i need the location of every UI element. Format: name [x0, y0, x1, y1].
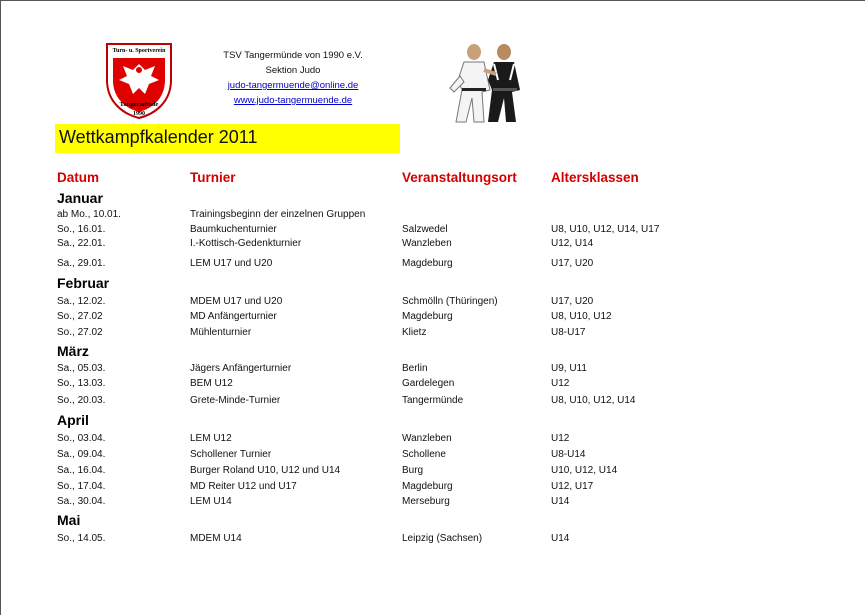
tournament-cell: Schollener Turnier	[190, 449, 272, 460]
tournament-cell: MDEM U14	[190, 533, 242, 544]
date-cell: So., 03.04.	[57, 433, 106, 444]
age-class-cell: U8-U17	[551, 327, 586, 338]
date-cell: So., 13.03.	[57, 378, 106, 389]
venue-cell: Burg	[402, 465, 424, 476]
age-class-cell: U8, U10, U12	[551, 311, 612, 322]
venue-cell: Magdeburg	[402, 481, 453, 492]
logo-text-bottom: Tangermünde	[119, 101, 159, 108]
page-title: Wettkampfkalender 2011	[59, 127, 258, 147]
age-class-cell: U14	[551, 533, 570, 544]
age-class-cell: U8, U10, U12, U14	[551, 395, 636, 406]
age-class-cell: U9, U11	[551, 363, 587, 374]
venue-cell: Merseburg	[402, 496, 450, 507]
header-ort: Veranstaltungsort	[402, 170, 517, 185]
date-cell: Sa., 05.03.	[57, 363, 106, 374]
venue-cell: Magdeburg	[402, 258, 453, 269]
date-cell: Sa., 22.01.	[57, 238, 106, 249]
tournament-cell: LEM U14	[190, 496, 232, 507]
tournament-cell: MD Anfängerturnier	[190, 311, 277, 322]
venue-cell: Wanzleben	[402, 433, 452, 444]
tournament-cell: Trainingsbeginn der einzelnen Gruppen	[190, 209, 366, 220]
age-class-cell: U17, U20	[551, 258, 594, 269]
judoka-illustration	[438, 40, 538, 130]
age-class-cell: U8-U14	[551, 449, 586, 460]
date-cell: So., 27.02	[57, 327, 103, 338]
org-section: Sektion Judo	[265, 65, 321, 76]
age-class-cell: U8, U10, U12, U14, U17	[551, 224, 660, 235]
tournament-cell: I.-Kottisch-Gedenkturnier	[190, 238, 302, 249]
tournament-cell: LEM U17 und U20	[190, 258, 273, 269]
header-turnier: Turnier	[190, 170, 236, 185]
date-cell: So., 17.04.	[57, 481, 106, 492]
tournament-cell: Grete-Minde-Turnier	[190, 395, 281, 406]
tournament-cell: Baumkuchenturnier	[190, 224, 277, 235]
age-class-cell: U14	[551, 496, 570, 507]
month-heading: Februar	[57, 275, 110, 291]
org-name: TSV Tangermünde von 1990 e.V.	[223, 50, 363, 61]
venue-cell: Salzwedel	[402, 224, 448, 235]
month-heading: Mai	[57, 512, 81, 528]
date-cell: Sa., 09.04.	[57, 449, 106, 460]
date-cell: Sa., 12.02.	[57, 296, 106, 307]
month-heading: April	[57, 412, 89, 428]
venue-cell: Gardelegen	[402, 378, 455, 389]
date-cell: So., 14.05.	[57, 533, 106, 544]
tournament-cell: Burger Roland U10, U12 und U14	[190, 465, 341, 476]
date-cell: So., 16.01.	[57, 224, 106, 235]
month-heading: März	[57, 343, 89, 359]
venue-cell: Klietz	[402, 327, 427, 338]
date-cell: Sa., 30.04.	[57, 496, 106, 507]
month-heading: Januar	[57, 190, 103, 206]
title-banner	[55, 124, 400, 153]
tournament-cell: BEM U12	[190, 378, 233, 389]
date-cell: So., 20.03.	[57, 395, 106, 406]
header-altersklassen: Altersklassen	[551, 170, 639, 185]
header-datum: Datum	[57, 170, 100, 185]
date-cell: So., 27.02	[57, 311, 103, 322]
age-class-cell: U12, U14	[551, 238, 594, 249]
tournament-cell: LEM U12	[190, 433, 232, 444]
venue-cell: Leipzig (Sachsen)	[402, 533, 483, 544]
date-cell: ab Mo., 10.01.	[57, 209, 121, 220]
tournament-cell: MDEM U17 und U20	[190, 296, 283, 307]
date-cell: Sa., 29.01.	[57, 258, 106, 269]
venue-cell: Berlin	[402, 363, 428, 374]
venue-cell: Magdeburg	[402, 311, 453, 322]
logo-year: 1990	[133, 111, 145, 117]
website-link[interactable]: www.judo-tangermuende.de	[233, 95, 353, 106]
venue-cell: Tangermünde	[402, 395, 464, 406]
age-class-cell: U12	[551, 378, 570, 389]
tournament-cell: Mühlenturnier	[190, 327, 252, 338]
venue-cell: Wanzleben	[402, 238, 452, 249]
venue-cell: Schmölln (Thüringen)	[402, 296, 498, 307]
tournament-cell: Jägers Anfängerturnier	[190, 363, 292, 374]
age-class-cell: U17, U20	[551, 296, 594, 307]
venue-cell: Schollene	[402, 449, 446, 460]
date-cell: Sa., 16.04.	[57, 465, 106, 476]
tournament-cell: MD Reiter U12 und U17	[190, 481, 297, 492]
email-link[interactable]: judo-tangermuende@online.de	[227, 80, 359, 91]
age-class-cell: U12	[551, 433, 570, 444]
logo-text-top: Turn- u. Sportverein	[112, 48, 166, 54]
age-class-cell: U10, U12, U14	[551, 465, 618, 476]
age-class-cell: U12, U17	[551, 481, 594, 492]
org-info	[200, 48, 386, 108]
club-logo	[103, 40, 175, 120]
